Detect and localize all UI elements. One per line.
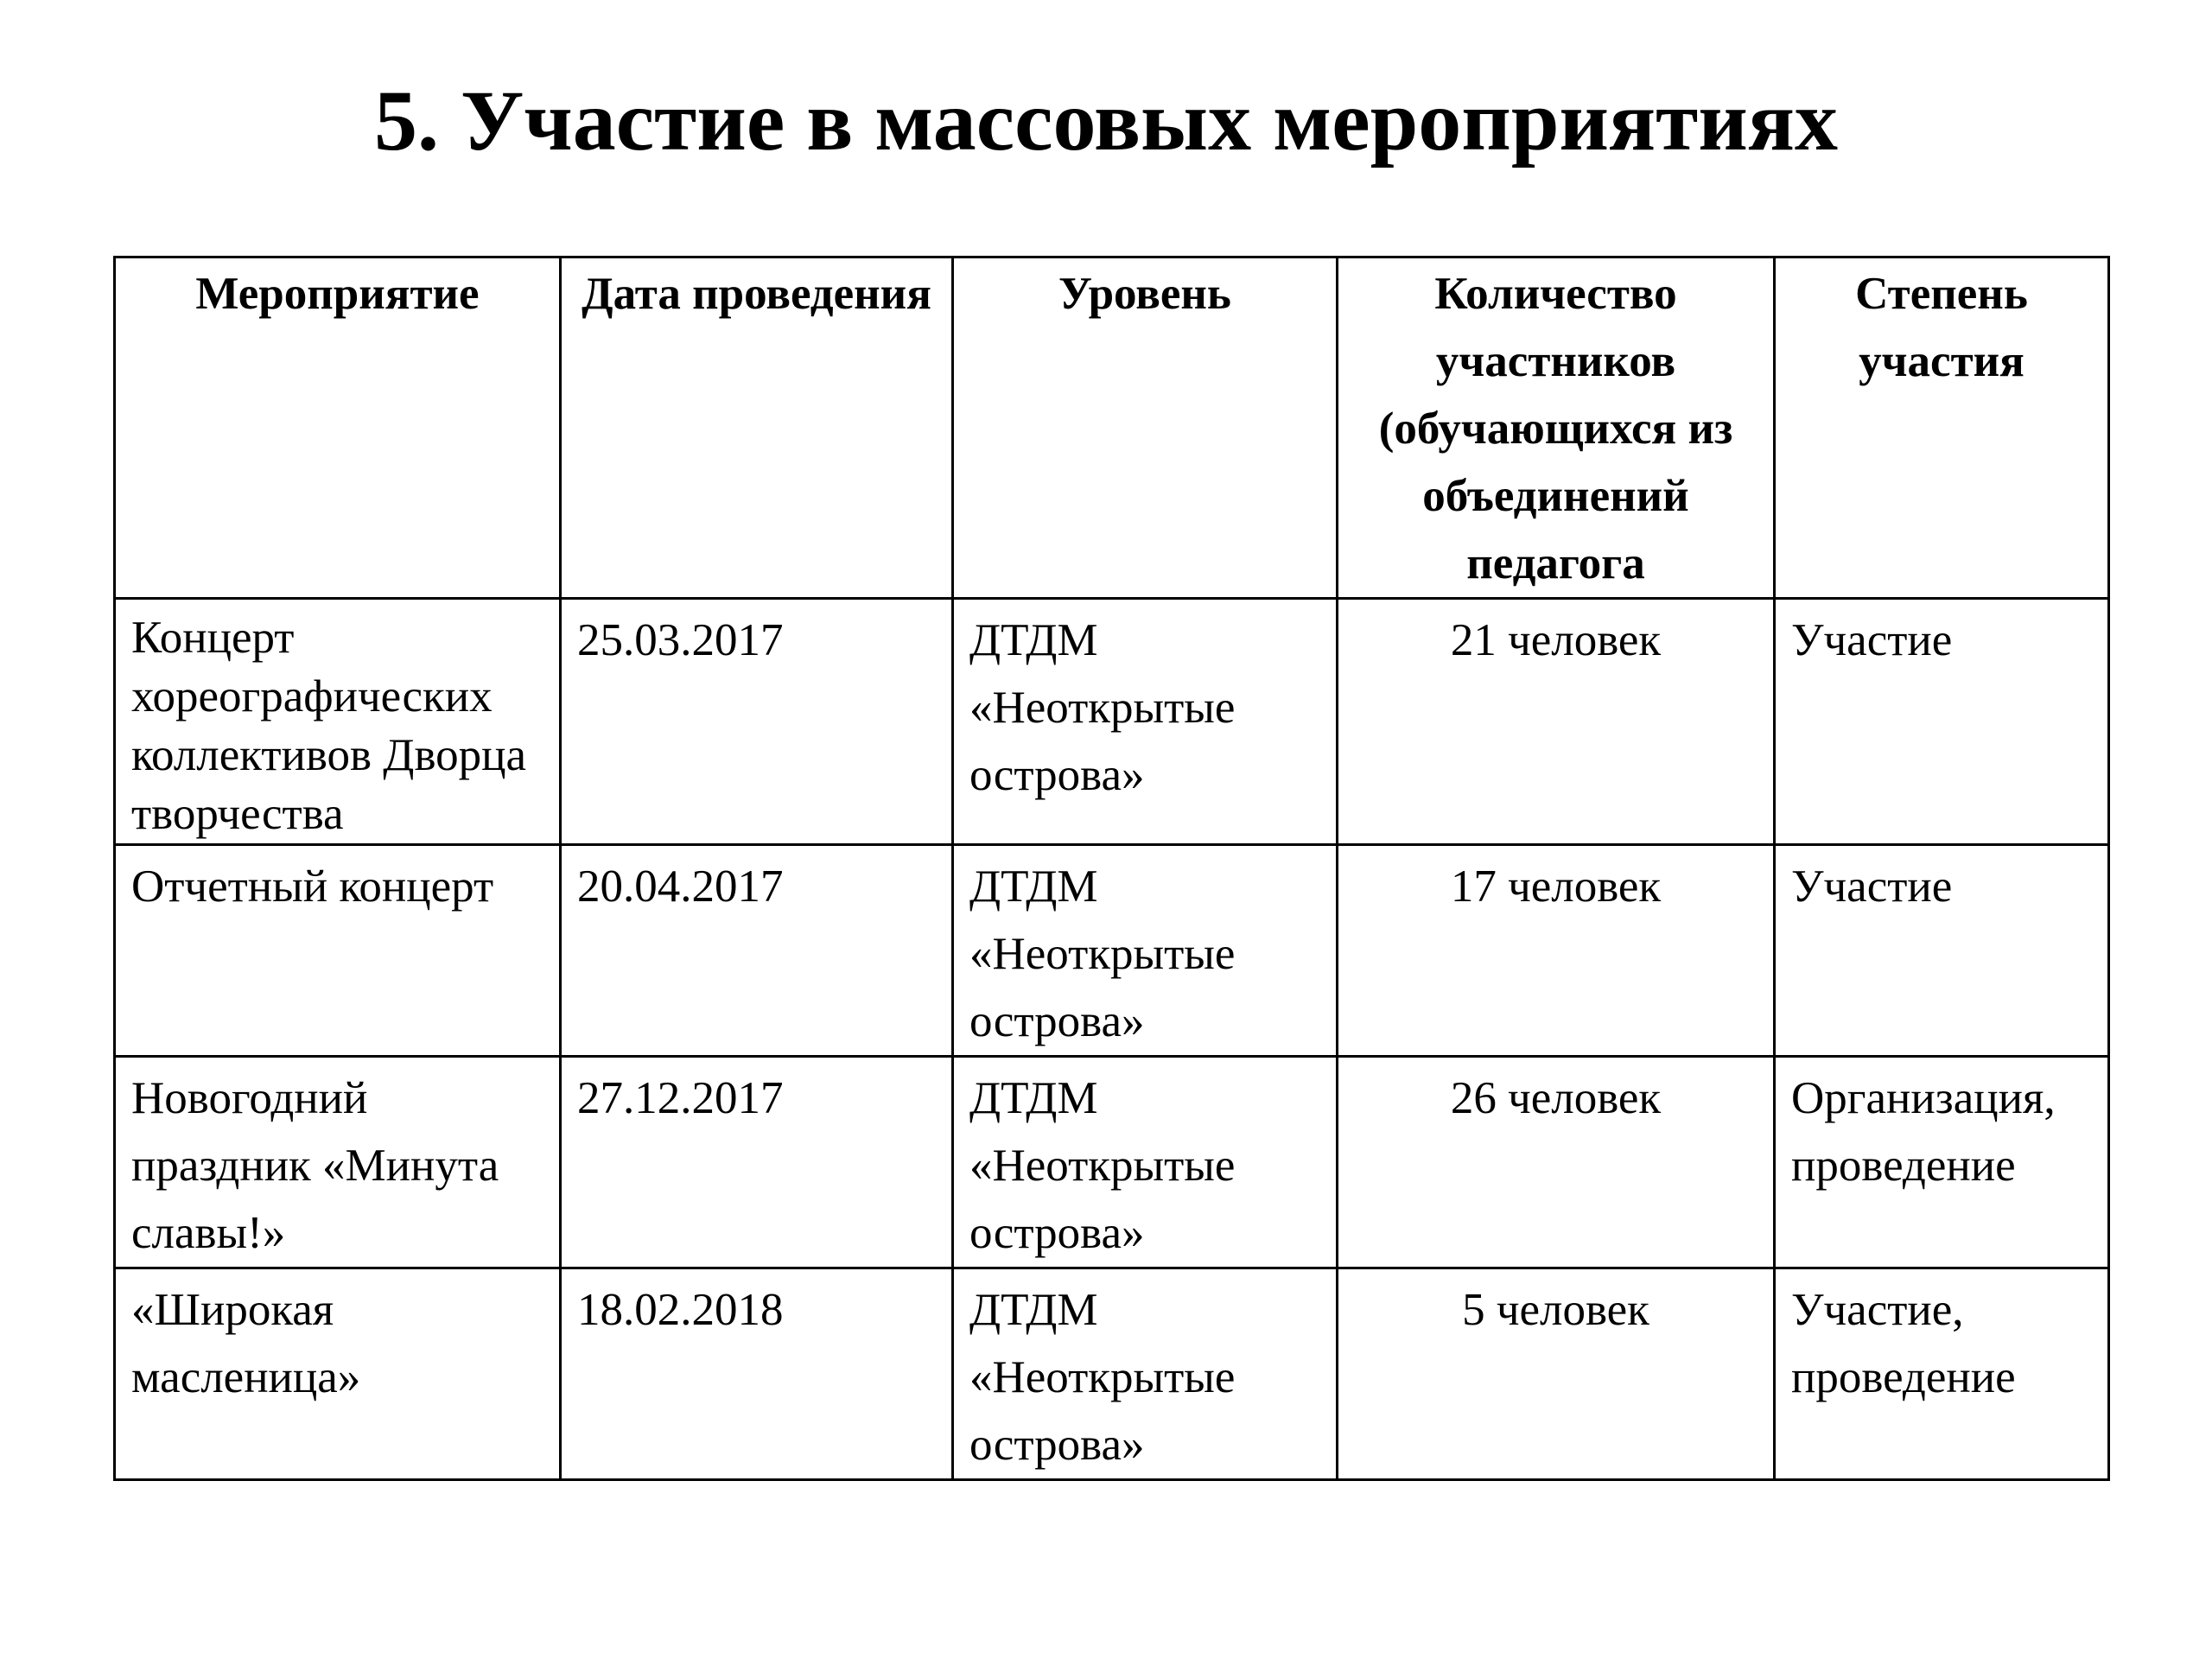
events-table <box>113 256 2110 1481</box>
cell-count: 17 человек <box>1338 845 1775 1057</box>
cell-role: Участие <box>1775 599 2109 845</box>
cell-event: Отчетный концерт <box>115 845 561 1057</box>
table-row <box>115 845 2109 1057</box>
cell-count: 5 человек <box>1338 1268 1775 1480</box>
cell-role: Участие, проведение <box>1775 1268 2109 1480</box>
page-title: 5. Участие в массовых мероприятиях <box>374 73 1838 168</box>
header-date: Дата проведения <box>561 257 953 599</box>
cell-date: 27.12.2017 <box>561 1057 953 1268</box>
cell-event: Концерт хореографических коллективов Дворца творчества <box>115 599 561 845</box>
header-count: Количество участников (обучающихся из объединений педагога <box>1338 257 1775 599</box>
cell-event: Новогодний праздник «Минута славы!» <box>115 1057 561 1268</box>
cell-role: Организация, проведение <box>1775 1057 2109 1268</box>
cell-level: ДТДМ «Неоткрытые острова» <box>953 845 1338 1057</box>
table-row <box>115 1057 2109 1268</box>
cell-count: 21 человек <box>1338 599 1775 845</box>
cell-date: 20.04.2017 <box>561 845 953 1057</box>
cell-level: ДТДМ «Неоткрытые острова» <box>953 1057 1338 1268</box>
table-row <box>115 1268 2109 1480</box>
cell-role: Участие <box>1775 845 2109 1057</box>
cell-level: ДТДМ «Неоткрытые острова» <box>953 599 1338 845</box>
cell-level: ДТДМ «Неоткрытые острова» <box>953 1268 1338 1480</box>
header-event: Мероприятие <box>115 257 561 599</box>
cell-count: 26 человек <box>1338 1057 1775 1268</box>
cell-date: 18.02.2018 <box>561 1268 953 1480</box>
table-row <box>115 599 2109 845</box>
header-role: Степень участия <box>1775 257 2109 599</box>
cell-date: 25.03.2017 <box>561 599 953 845</box>
table-header-row <box>115 257 2109 599</box>
header-level: Уровень <box>953 257 1338 599</box>
cell-event: «Широкая масленица» <box>115 1268 561 1480</box>
